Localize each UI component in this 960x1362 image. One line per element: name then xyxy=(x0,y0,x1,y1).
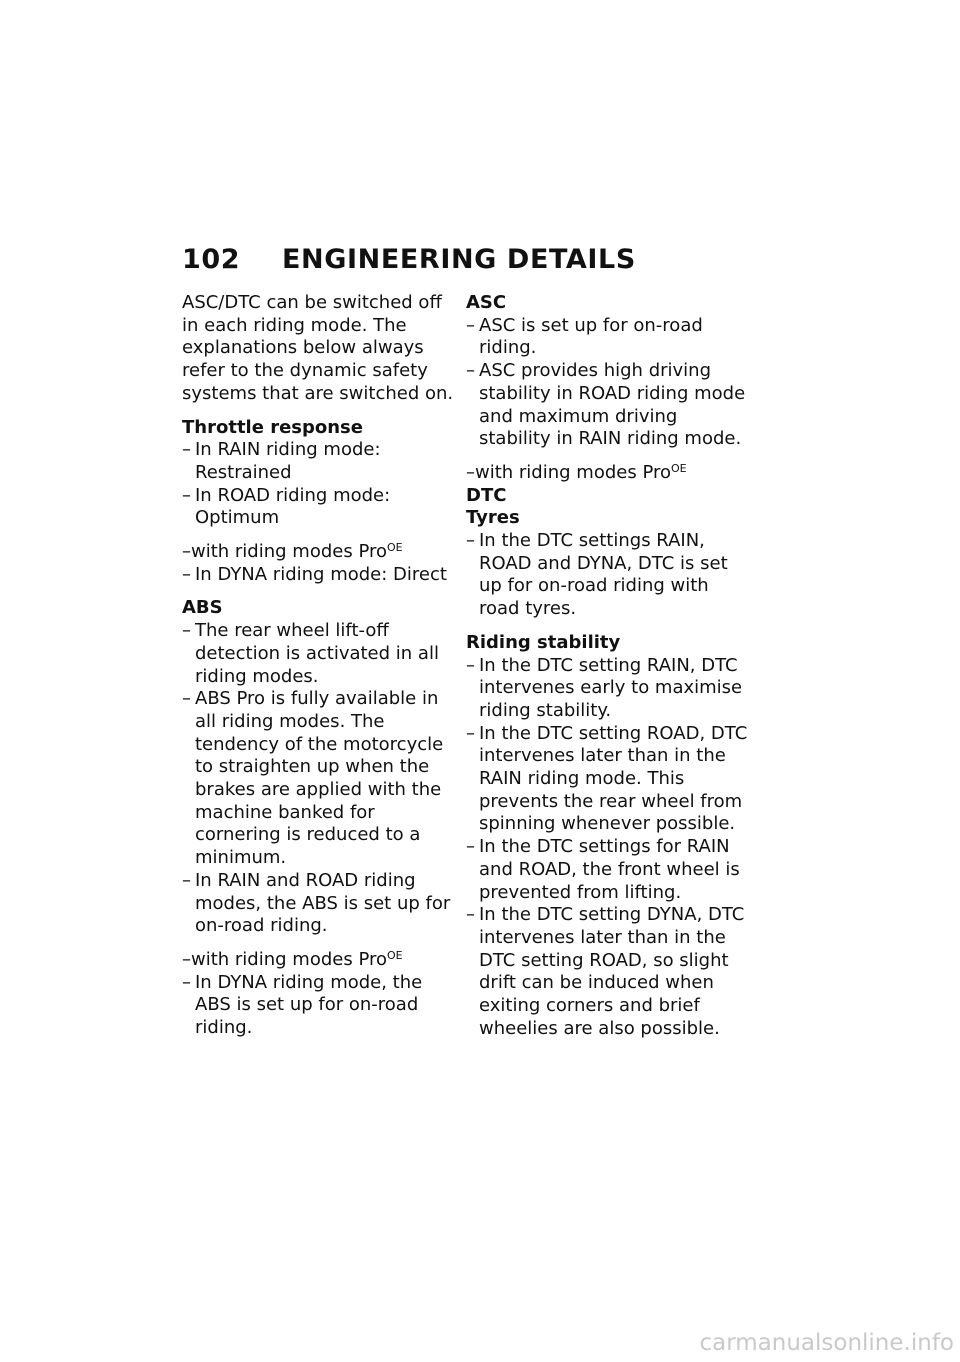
list-item: – In RAIN riding mode: Restrained xyxy=(182,439,454,484)
page-header xyxy=(182,244,636,275)
list-item: – In the DTC setting ROAD, DTC intervenes later than in the RAIN riding mode. This prevents the rear wheel from spinning whenever possible. xyxy=(466,723,748,837)
page-number: 102 xyxy=(182,244,241,275)
intro-paragraph: ASC/DTC can be switched off in each riding mode. The explanations below always refer to the dynamic safety systems that are switched on. xyxy=(182,292,454,404)
throttle-response-list xyxy=(182,439,454,530)
throttle-response-list-pro xyxy=(182,564,454,587)
dtc-heading: DTC xyxy=(466,484,507,506)
optional-equipment-line xyxy=(182,541,454,564)
list-item: – In the DTC settings RAIN, ROAD and DYNA, DTC is set up for on-road riding with road tyres. xyxy=(466,530,748,621)
optional-equipment-line xyxy=(182,949,454,972)
list-item: – In the DTC setting DYNA, DTC intervenes later than in the DTC setting ROAD, so slight drift can be induced when exiting corners and brief wheelies are also possible. xyxy=(466,904,748,1040)
list-item: – ASC provides high driving stability in ROAD riding mode and maximum driving stability in RAIN riding mode. xyxy=(466,360,748,451)
riding-stability-list xyxy=(466,655,748,1041)
list-item: – In the DTC settings for RAIN and ROAD, the front wheel is prevented from lifting. xyxy=(466,836,748,904)
list-item: – ABS Pro is fully available in all riding modes. The tendency of the motorcycle to straighten up when the brakes are applied with the machine banked for cornering is reduced to a minimum. xyxy=(182,688,454,870)
right-column xyxy=(466,292,748,1041)
optional-equipment-text: –with riding modes Pro xyxy=(182,541,387,563)
asc-list xyxy=(466,315,748,451)
optional-equipment-mark: OE xyxy=(671,461,687,475)
abs-list-pro xyxy=(182,972,454,1040)
watermark: carmanualsonline.info xyxy=(699,1330,954,1356)
list-item: – In DYNA riding mode: Direct xyxy=(182,564,454,587)
riding-stability-heading: Riding stability xyxy=(466,631,621,653)
list-item: – In DYNA riding mode, the ABS is set up for on-road riding. xyxy=(182,972,454,1040)
optional-equipment-line xyxy=(466,462,748,485)
optional-equipment-mark: OE xyxy=(387,541,403,555)
abs-heading: ABS xyxy=(182,597,223,619)
tyres-list xyxy=(466,530,748,621)
tyres-heading: Tyres xyxy=(466,507,520,529)
list-item: – ASC is set up for on-road riding. xyxy=(466,315,748,360)
throttle-response-heading: Throttle response xyxy=(182,416,363,438)
list-item: – In the DTC setting RAIN, DTC intervenes early to maximise riding stability. xyxy=(466,655,748,723)
abs-list xyxy=(182,620,454,938)
section-title: ENGINEERING DETAILS xyxy=(282,244,636,275)
list-item: – In ROAD riding mode: Optimum xyxy=(182,485,454,530)
left-column xyxy=(182,292,454,1040)
optional-equipment-text: –with riding modes Pro xyxy=(182,948,387,970)
list-item: – The rear wheel lift-off detection is activated in all riding modes. xyxy=(182,620,454,688)
optional-equipment-text: –with riding modes Pro xyxy=(466,461,671,483)
list-item: – In RAIN and ROAD riding modes, the ABS is set up for on-road riding. xyxy=(182,870,454,938)
asc-heading: ASC xyxy=(466,292,507,313)
optional-equipment-mark: OE xyxy=(387,948,403,962)
